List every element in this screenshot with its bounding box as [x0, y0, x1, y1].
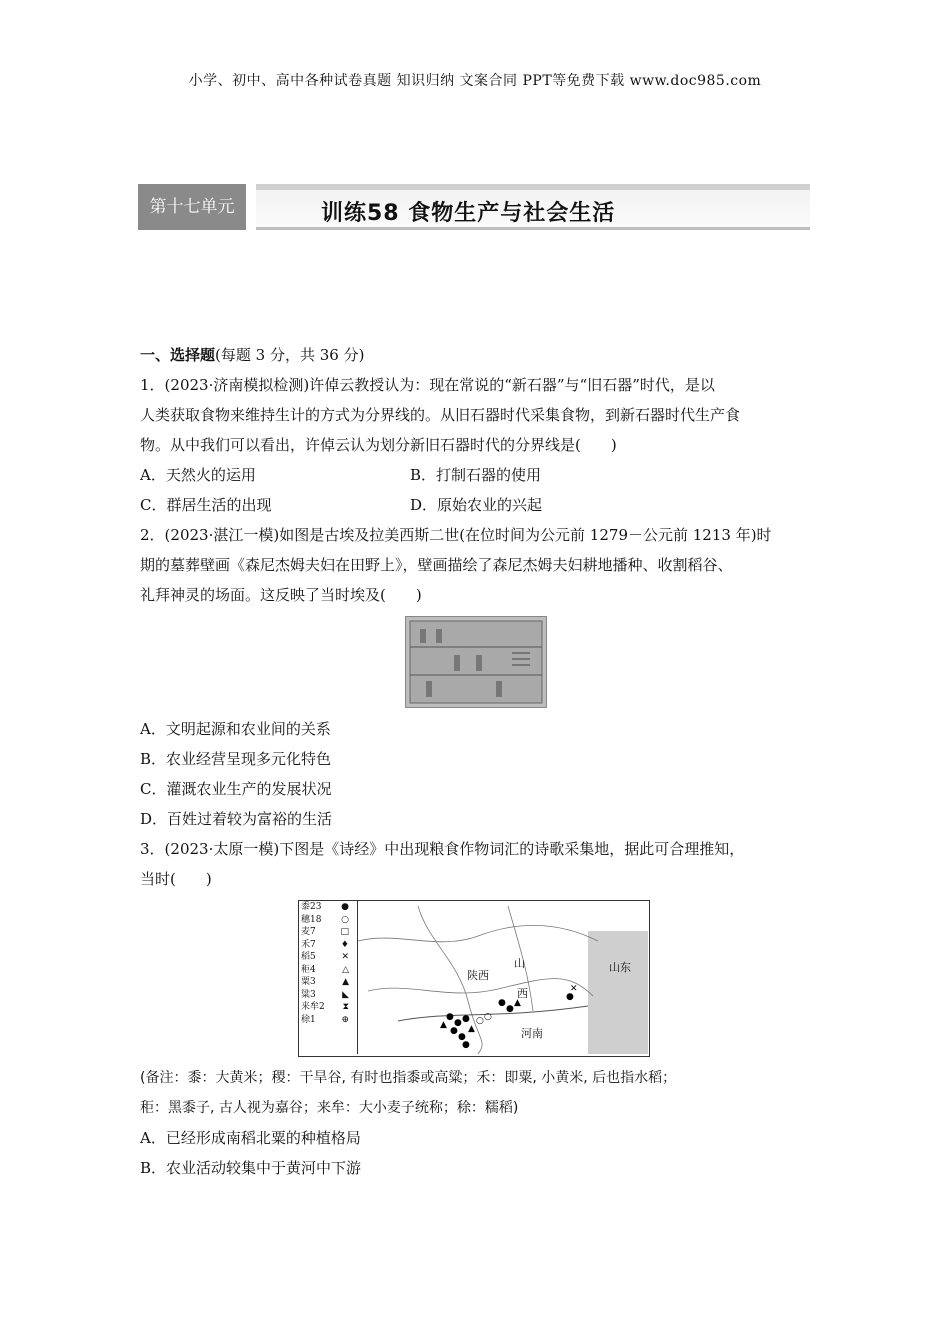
crop-marker: ●	[462, 1040, 470, 1050]
legend-name: 来牟2	[301, 1002, 325, 1012]
q2-line: 礼拜神灵的场面。这反映了当时埃及( )	[140, 586, 422, 604]
map-label-henan: 河南	[521, 1027, 543, 1040]
crop-marker: ▲	[468, 1024, 475, 1034]
q1-options-row	[140, 490, 810, 520]
q1-line: 物。从中我们可以看出，许倬云认为划分新旧石器时代的分界线是( )	[140, 436, 617, 454]
q3-option-a[interactable]: A．已经形成南稻北粟的种植格局	[140, 1129, 361, 1147]
legend-item	[301, 914, 353, 927]
q2-option-d[interactable]: D．百姓过着较为富裕的生活	[140, 810, 333, 828]
legend-name: 粟3	[301, 977, 316, 987]
crop-marker: ●	[462, 1014, 470, 1024]
crop-marker: ●	[498, 998, 506, 1008]
map-label-xi: 西	[517, 987, 528, 1000]
legend-name: 粱3	[301, 989, 316, 1000]
map-legend	[301, 901, 353, 1026]
legend-name: 麦7	[301, 927, 316, 937]
boundary-line	[358, 925, 598, 941]
unit-label: 第十七单元	[138, 184, 246, 230]
legend-name: 穗18	[301, 914, 322, 925]
map-outline	[358, 901, 648, 1054]
q2-line: 2．(2023·湛江一模)如图是古埃及拉美西斯二世(在位时间为公元前 1279－公元前 1213 年)时	[140, 526, 772, 544]
q1-line: 人类获取食物来维持生计的方式为分界线的。从旧石器时代采集食物，到新石器时代生产食	[140, 406, 741, 424]
q3-note-line: (备注：黍：大黄米；稷：干旱谷, 有时也指黍或高粱；禾：即粟, 小黄米, 后也指水稻；	[140, 1070, 677, 1086]
crop-marker: ●	[506, 1004, 514, 1014]
crop-marker: ●	[454, 1018, 462, 1028]
legend-symbol: ⊕	[341, 1014, 349, 1025]
crop-marker: ○	[476, 1016, 484, 1026]
q1-option-b[interactable]: B．打制石器的使用	[410, 466, 542, 484]
crop-marker: ●	[446, 1012, 454, 1022]
legend-symbol: ♦	[340, 939, 349, 950]
q1-line: 1．(2023·济南模拟检测)许倬云教授认为：现在常说的“新石器”与“旧石器”时代，是以	[140, 376, 715, 394]
q1-option-c[interactable]: C．群居生活的出现	[140, 496, 272, 514]
legend-name: 黍23	[301, 902, 322, 912]
map-label-shan: 山	[514, 957, 525, 970]
crop-marker: ▲	[440, 1020, 447, 1030]
mural-illustration	[406, 617, 546, 707]
q2-option-c[interactable]: C．灌溉农业生产的发展状况	[140, 780, 332, 798]
legend-symbol: ○	[341, 914, 349, 925]
legend-name: 秬4	[301, 964, 316, 975]
legend-item	[301, 901, 353, 914]
crop-marker: ○	[484, 1012, 492, 1022]
legend-name: 禾7	[301, 939, 316, 950]
legend-item	[301, 964, 353, 977]
q3-line: 当时( )	[140, 870, 212, 888]
q1-options-row	[140, 460, 810, 490]
legend-symbol: ⧗	[342, 1002, 349, 1012]
q3-note-line: 秬：黑黍子, 古人视为嘉谷；来牟：大小麦子统称；稌：糯稻)	[140, 1100, 519, 1116]
section-title: 一、选择题	[140, 346, 216, 364]
crop-marker: ●	[450, 1026, 458, 1036]
q3-line: 3．(2023·太原一模)下图是《诗经》中出现粮食作物词汇的诗歌采集地，据此可合理推知，	[140, 840, 745, 858]
legend-name: 稌1	[301, 1014, 316, 1025]
shijing-crop-map	[298, 900, 650, 1057]
legend-item	[301, 926, 353, 939]
legend-item	[301, 1001, 353, 1014]
q2-option-b[interactable]: B．农业经营呈现多元化特色	[140, 750, 332, 768]
legend-symbol: ✕	[341, 952, 349, 962]
legend-item	[301, 976, 353, 989]
legend-symbol: ●	[341, 902, 349, 912]
legend-symbol: △	[342, 964, 349, 975]
crop-marker: ●	[458, 1032, 466, 1042]
crop-marker: ▲	[514, 998, 521, 1008]
legend-item	[301, 989, 353, 1002]
legend-symbol: ◣	[342, 989, 349, 1000]
legend-symbol: □	[340, 927, 349, 937]
section-score: (每题 3 分，共 36 分)	[215, 346, 365, 364]
legend-item	[301, 951, 353, 964]
question-content	[140, 340, 810, 1183]
egypt-mural-image	[405, 616, 547, 708]
q3-option-b[interactable]: B．农业活动较集中于黄河中下游	[140, 1159, 362, 1177]
q2-line: 期的墓葬壁画《森尼杰姆夫妇在田野上》，壁画描绘了森尼杰姆夫妇耕地播种、收割稻谷、	[140, 556, 733, 574]
legend-name: 稻5	[301, 952, 316, 962]
legend-item	[301, 1014, 353, 1027]
map-label-shaanxi: 陕西	[467, 969, 489, 982]
unit-title-box	[256, 184, 810, 230]
legend-item	[301, 939, 353, 952]
sea-area	[588, 931, 648, 1054]
river-line	[398, 1006, 588, 1021]
crop-marker: ✕	[570, 984, 578, 994]
site-banner: 小学、初中、高中各种试卷真题 知识归纳 文案合同 PPT等免费下载 www.doc985.com	[188, 73, 762, 89]
unit-header	[138, 172, 810, 242]
unit-title: 训练58 食物生产与社会生活	[321, 201, 616, 226]
q1-option-d[interactable]: D．原始农业的兴起	[410, 496, 543, 514]
map-label-shandong: 山东	[609, 961, 631, 974]
q1-option-a[interactable]: A．天然火的运用	[140, 466, 256, 484]
section-heading	[140, 340, 810, 370]
crop-marker: ●	[566, 992, 574, 1002]
legend-symbol: ▲	[342, 977, 349, 987]
q2-option-a[interactable]: A．文明起源和农业间的关系	[140, 720, 331, 738]
